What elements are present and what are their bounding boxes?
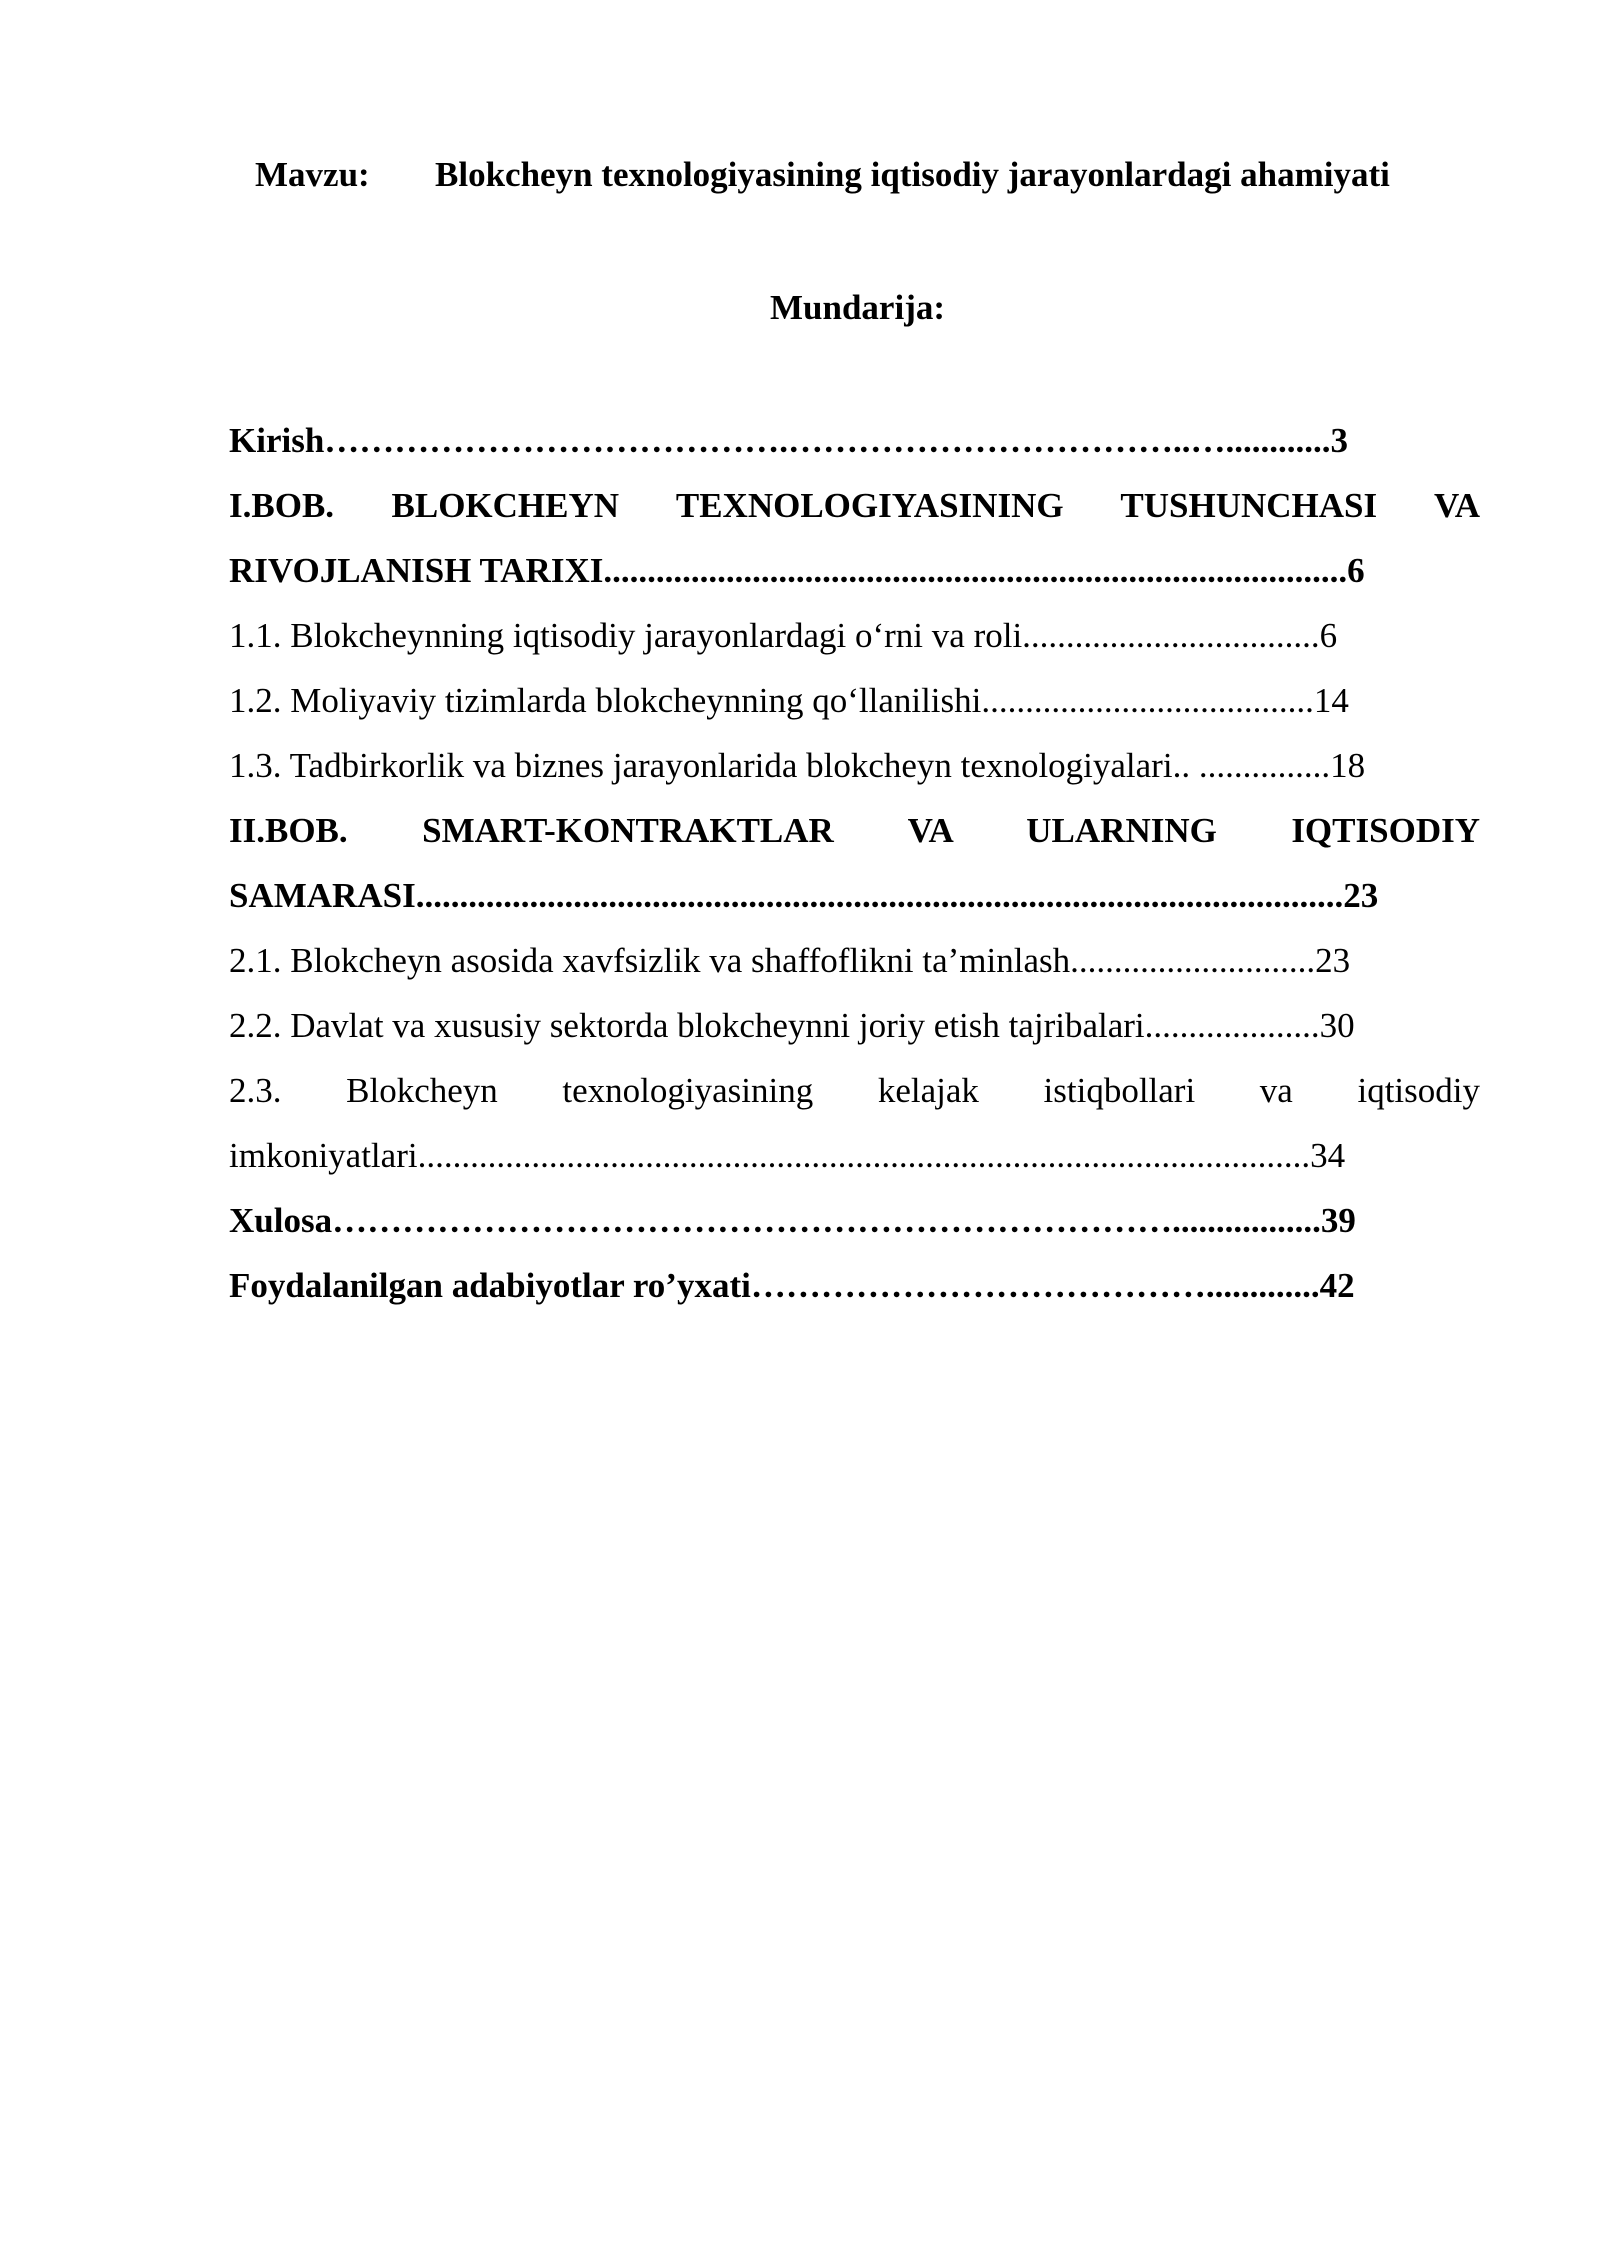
toc-entry-2-1: 2.1. Blokcheyn asosida xavfsizlik va shaffoflikni ta’minlash............................23 xyxy=(229,941,1351,980)
toc-entry-adabiyotlar: Foydalanilgan adabiyotlar ro’yxati………………………………….............42 xyxy=(229,1266,1355,1305)
toc-entry-1-3: 1.3. Tadbirkorlik va biznes jarayonlarida blokcheyn texnologiyalari.. ...............18 xyxy=(229,746,1366,785)
toc-chapter-2-line-2: SAMARASI..........................................................................................................23 xyxy=(229,876,1379,915)
toc-entry-chapter-1 xyxy=(229,473,1480,603)
toc-entry-1-2: 1.2. Moliyaviy tizimlarda blokcheynning qo‘llanilishi......................................14 xyxy=(229,681,1349,720)
topic-line xyxy=(255,150,1555,200)
toc-2-3-line-1: 2.3. Blokcheyn texnologiyasining kelajak istiqbollari va iqtisodiy xyxy=(229,1071,1480,1110)
toc-entry-xulosa: Xulosa……………………………………………………………….................39 xyxy=(229,1201,1356,1240)
toc-heading: Mundarija: xyxy=(770,288,945,327)
toc-chapter-1-line-2: RIVOJLANISH TARIXI.....................................................................................6 xyxy=(229,551,1365,590)
topic-title: Blokcheyn texnologiyasining iqtisodiy jarayonlardagi ahamiyati xyxy=(435,155,1390,194)
toc-chapter-1-line-1: I.BOB. BLOKCHEYN TEXNOLOGIYASINING TUSHUNCHASI VA xyxy=(229,486,1480,525)
toc-chapter-2-line-1: II.BOB. SMART-KONTRAKTLAR VA ULARNING IQTISODIY xyxy=(229,811,1480,850)
toc-entry-chapter-2 xyxy=(229,798,1480,928)
toc-entry-1-1: 1.1. Blokcheynning iqtisodiy jarayonlardagi o‘rni va roli..................................6 xyxy=(229,616,1338,655)
toc-entry-2-2: 2.2. Davlat va xususiy sektorda blokcheynni joriy etish tajribalari....................30 xyxy=(229,1006,1355,1045)
toc-entry-2-3 xyxy=(229,1058,1480,1188)
topic-label: Mavzu: xyxy=(255,155,370,194)
table-of-contents xyxy=(229,408,1480,1318)
toc-entry-kirish: Kirish………………………………….……………………………..…............3 xyxy=(229,421,1349,460)
toc-2-3-line-2: imkoniyatlari......................................................................................................34 xyxy=(229,1136,1346,1175)
